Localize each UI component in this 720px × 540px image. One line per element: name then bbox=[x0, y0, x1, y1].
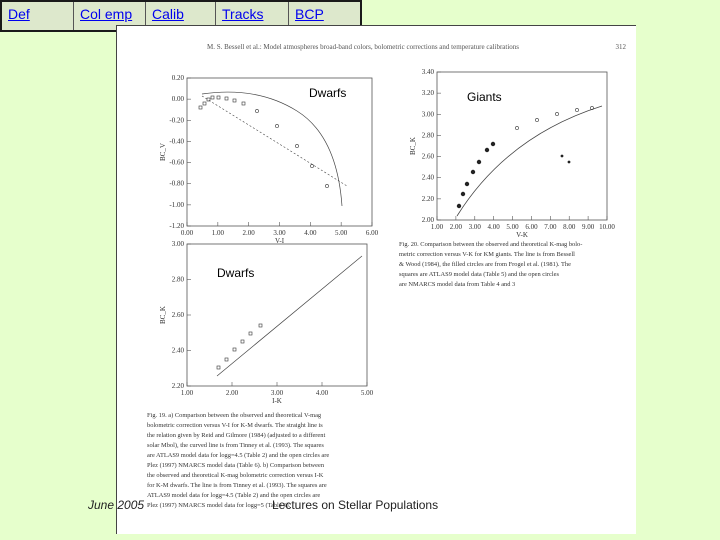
chart-a-ytick-label: 0.20 bbox=[171, 74, 184, 82]
chart-a-circle bbox=[295, 144, 298, 147]
fig20-caption bbox=[399, 240, 634, 290]
chart-b-xtick-label: 3.00 bbox=[468, 223, 481, 231]
chart-b-filled-circle bbox=[457, 204, 461, 208]
chart-b-ytick-label: 2.00 bbox=[421, 216, 434, 224]
chart-a-square bbox=[211, 96, 214, 99]
chart-a-ylabel: BC_V bbox=[159, 143, 167, 161]
chart-c-ytick-label: 2.20 bbox=[171, 382, 184, 390]
chart-b-xtick-label: 8.00 bbox=[563, 223, 576, 231]
chart-c-xtick-label: 2.00 bbox=[225, 389, 239, 397]
chart-b-xlabel: V-K bbox=[516, 231, 528, 239]
chart-c-ytick-label: 2.80 bbox=[171, 275, 184, 284]
chart-c-xtick-label: 1.00 bbox=[180, 389, 194, 397]
footer-title: Lectures on Stellar Populations bbox=[272, 498, 439, 512]
fig19-caption-line: the relation given by Reid and Gilmore (1984) (adjusted to a different bbox=[147, 432, 326, 439]
chart-b-xtick-label: 4.00 bbox=[487, 223, 500, 231]
chart-c-ytick-label: 2.40 bbox=[171, 346, 184, 355]
fig19-caption-line: Plez (1997) NMARCS model data (Table 6). b) Comparison between bbox=[147, 462, 325, 469]
chart-b-ytick-label: 3.40 bbox=[421, 68, 434, 76]
chart-a-square bbox=[203, 102, 206, 105]
chart-a-ytick-label: -1.00 bbox=[169, 200, 184, 209]
chart-bck-vs-ik bbox=[147, 236, 387, 411]
chart-b-xtick-label: 10.00 bbox=[599, 223, 615, 231]
chart-a-square bbox=[225, 97, 228, 100]
chart-b-ylabel: BC_K bbox=[409, 137, 417, 155]
chart-b-xtick-label: 7.00 bbox=[544, 223, 557, 231]
fig19-caption-line: Fig. 19. a) Comparison between the observed and theoretical V-mag bbox=[147, 412, 322, 419]
chart-b-ytick-label: 2.60 bbox=[421, 152, 434, 161]
fig20-caption-line: metric correction versus V-K for KM giants. The line is from Bessell bbox=[399, 251, 575, 258]
chart-c-xlabel: I-K bbox=[272, 397, 282, 405]
chart-b-circle bbox=[535, 118, 538, 121]
chart-b-circle bbox=[515, 126, 518, 129]
paper-header: M. S. Bessell et al.: Model atmospheres broad-band colors, bolometric corrections and temperature calibrations bbox=[207, 43, 519, 51]
chart-b-circle bbox=[575, 108, 578, 111]
chart-a-xtick-label: 6.00 bbox=[365, 229, 379, 237]
chart-b-ytick-label: 3.00 bbox=[421, 110, 434, 119]
fig19-caption-line: bolometric correction versus V-I for K-M dwarfs. The straight line is bbox=[147, 422, 323, 429]
chart-bck-vs-vk bbox=[397, 66, 617, 261]
chart-c-square bbox=[241, 340, 244, 343]
chart-a-ytick-label: -1.20 bbox=[169, 222, 184, 230]
chart-c-ylabel: BC_K bbox=[159, 306, 167, 324]
fig19-caption-line: for K-M dwarfs. The line is from Tinney et al. (1993). The squares are bbox=[147, 482, 327, 489]
chart-c-square bbox=[249, 332, 252, 335]
tab-def-link[interactable]: Def bbox=[8, 6, 30, 22]
chart-b-xtick-label: 9.00 bbox=[581, 223, 595, 231]
chart-a-ytick-label: -0.40 bbox=[169, 137, 184, 146]
chart-a-xtick-label: 1.00 bbox=[211, 229, 224, 237]
tab-bcp-link[interactable]: BCP bbox=[295, 6, 324, 22]
chart-b-xtick-label: 1.00 bbox=[430, 223, 444, 231]
chart-a-square bbox=[199, 106, 202, 109]
chart-a-ytick-label: -0.20 bbox=[169, 116, 184, 125]
page-number: 312 bbox=[615, 43, 626, 51]
fig20-caption-line: & Wood (1984), the filled circles are from Frogel et al. (1981). The bbox=[399, 261, 571, 268]
paper-scan bbox=[116, 25, 636, 534]
chart-a-square bbox=[242, 102, 245, 105]
tab-def[interactable] bbox=[2, 2, 74, 30]
chart-a-xlabel: V-I bbox=[274, 237, 285, 245]
chart-a-ytick-label: -0.80 bbox=[169, 179, 184, 188]
chart-c-ytick-label: 2.60 bbox=[171, 311, 184, 319]
tab-tracks-link[interactable]: Tracks bbox=[222, 6, 264, 22]
chart-c-square bbox=[233, 348, 236, 351]
chart-c-frame bbox=[187, 244, 367, 386]
fig19-caption-line: ATLAS9 model data for logg=4.5 (Table 2) and the open circles are bbox=[147, 492, 321, 499]
chart-a-square bbox=[233, 99, 236, 102]
chart-a-xtick-label: 3.00 bbox=[273, 229, 286, 237]
chart-b-filled-circle bbox=[568, 161, 571, 164]
fig19-caption-line: Plez (1997) NMARCS model data for logg=5 (Table 6). bbox=[147, 502, 291, 509]
fig20-caption-line: are NMARCS model data from Table 4 and 3 bbox=[399, 281, 516, 288]
chart-a-ytick-label: 0.00 bbox=[171, 95, 184, 104]
chart-a-xtick-label: 0.00 bbox=[180, 229, 194, 237]
chart-b-ytick-label: 2.40 bbox=[421, 173, 434, 182]
chart-c-ytick-label: 3.00 bbox=[171, 240, 184, 248]
chart-c-square bbox=[225, 358, 228, 361]
chart-b-filled-circle bbox=[491, 142, 495, 146]
chart-b-circle bbox=[555, 112, 558, 115]
chart-b-xtick-label: 5.00 bbox=[506, 223, 519, 231]
label-giants: Giants bbox=[467, 90, 502, 104]
label-dwarfs-bottom: Dwarfs bbox=[217, 266, 255, 280]
chart-a-circle bbox=[310, 164, 313, 167]
chart-a-circle bbox=[325, 184, 328, 187]
chart-a-xtick-label: 5.00 bbox=[335, 229, 348, 237]
tab-col-emp-link[interactable]: Col emp bbox=[80, 6, 133, 22]
footer-date: June 2005 bbox=[88, 498, 145, 512]
fig19-caption-line: the observed and theoretical K-mag bolometric correction versus I-K bbox=[147, 472, 324, 479]
chart-c-xtick-label: 4.00 bbox=[315, 389, 329, 397]
chart-b-filled-circle bbox=[465, 182, 469, 186]
chart-b-filled-circle bbox=[477, 160, 481, 164]
chart-b-filled-circle bbox=[471, 170, 475, 174]
chart-a-circle bbox=[255, 109, 258, 112]
chart-a-xtick-label: 4.00 bbox=[304, 229, 317, 237]
chart-c-square bbox=[217, 366, 220, 369]
chart-a-circle bbox=[275, 124, 278, 127]
chart-c-xtick-label: 3.00 bbox=[270, 389, 284, 397]
fig19-caption-line: solar Mbol), the curved line is from Tinney et al. (1993). The squares bbox=[147, 442, 324, 449]
chart-b-ytick-label: 3.20 bbox=[421, 89, 434, 98]
chart-b-xtick-label: 6.00 bbox=[525, 223, 538, 231]
fig20-caption-line: Fig. 20. Comparison between the observed and theoretical K-mag bolo- bbox=[399, 241, 583, 248]
chart-b-xtick-label: 2.00 bbox=[449, 223, 463, 231]
fig19-caption-line: are ATLAS9 model data for logg=4.5 (Table 2) and the open circles are bbox=[147, 452, 330, 459]
chart-b-ytick-label: 2.80 bbox=[421, 131, 434, 140]
chart-a-xtick-label: 2.00 bbox=[242, 229, 255, 237]
chart-b-filled-circle bbox=[561, 155, 564, 158]
chart-b-filled-circle bbox=[461, 192, 465, 196]
chart-c-xtick-label: 5.00 bbox=[360, 389, 374, 397]
fig20-caption-line: squares are ATLAS9 model data (Table 5) and the open circles bbox=[399, 271, 559, 278]
chart-b-ytick-label: 2.20 bbox=[421, 194, 434, 203]
chart-c-square bbox=[259, 324, 262, 327]
chart-a-ytick-label: -0.60 bbox=[169, 158, 184, 167]
fig19-caption bbox=[147, 411, 392, 511]
chart-b-filled-circle bbox=[485, 148, 489, 152]
chart-a-square bbox=[217, 96, 220, 99]
chart-a-frame bbox=[187, 78, 372, 226]
label-dwarfs-top: Dwarfs bbox=[309, 86, 347, 100]
tab-calib-link[interactable]: Calib bbox=[152, 6, 184, 22]
